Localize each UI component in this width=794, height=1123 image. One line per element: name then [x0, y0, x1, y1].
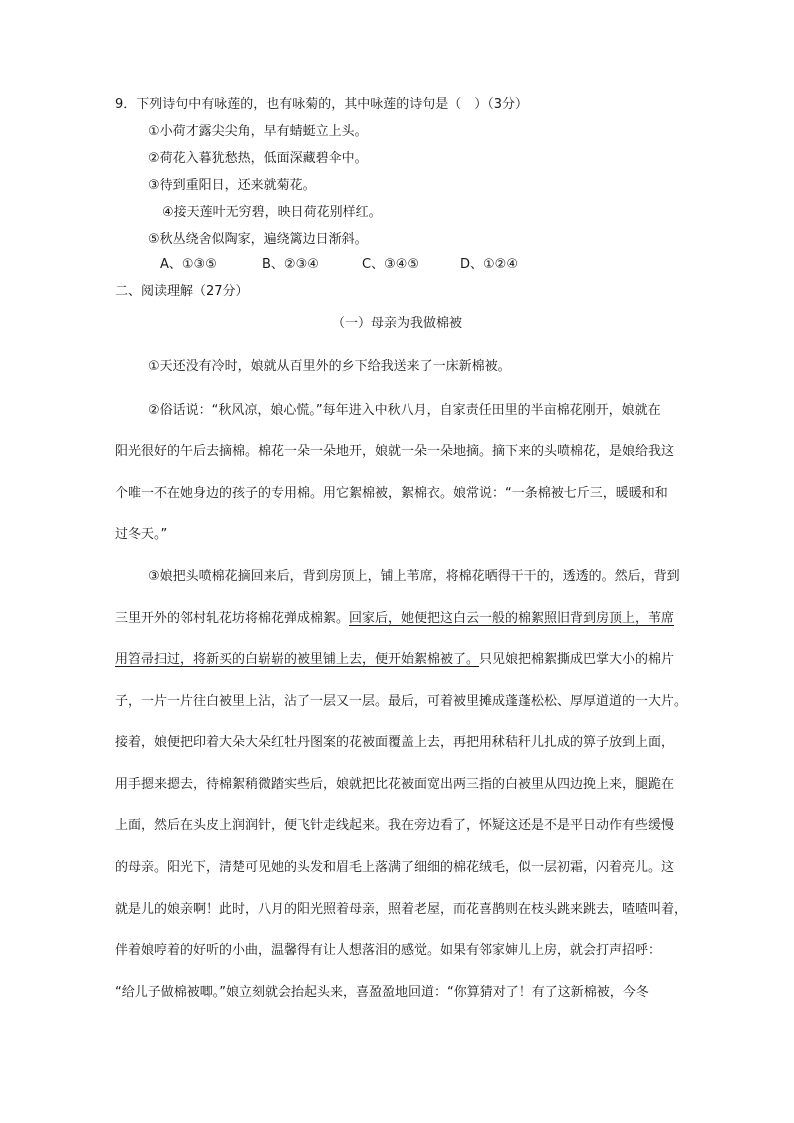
paragraph-line: 个唯一不在她身边的孩子的专用棉。用它絮棉被，絮棉衣。娘常说：“一条棉被七斤三，暖暖和和	[115, 486, 668, 501]
line-text: 三里开外的邻村轧花坊将棉花弹成棉絮。	[115, 611, 350, 626]
paragraph-line: 子，一片一片往白被里上沾，沾了一层又一层。最后，可着被里摊成蓬蓬松松、厚厚道道的一大片。	[115, 694, 688, 709]
paragraph-line: 的母亲。阳光下，清楚可见她的头发和眉毛上落满了细细的棉花绒毛，似一层初霜，闪着亮儿。这	[115, 860, 675, 875]
paragraph-line	[115, 607, 715, 626]
paragraph-line: ①天还没有冷时，娘就从百里外的乡下给我送来了一床新棉被。	[148, 359, 511, 374]
underlined-sentence: 用笤帚扫过，将新买的白崭崭的被里铺上去，便开始絮棉被了。	[115, 652, 480, 667]
paragraph-line: 接着，娘便把印着大朵大朵红牡丹图案的花被面覆盖上去，再把用秫秸秆儿扎成的箅子放到上面，	[115, 735, 675, 750]
choice-b: B、②③④	[262, 257, 319, 272]
paragraph-line: 伴着娘哼着的好听的小曲，温馨得有让人想落泪的感觉。如果有邻家婶儿上房，就会打声招呼：	[115, 943, 662, 958]
paragraph-line	[115, 648, 715, 667]
passage-title: （一）母亲为我做棉被	[331, 316, 462, 331]
paragraph-line: 用手摁来摁去，待棉絮稍微踏实些后，娘就把比花被面宽出两三指的白被里从四边挽上来，腿跪在	[115, 777, 675, 792]
paragraph-line: 阳光很好的午后去摘棉。棉花一朵一朵地开，娘就一朵一朵地摘。摘下来的头喷棉花，是娘给我这	[115, 444, 675, 459]
choice-d: D、①②④	[460, 257, 518, 272]
paragraph-line: 过冬天。”	[115, 527, 168, 542]
poem-line-5: ⑤秋丛绕舍似陶家，遍绕篱边日渐斜。	[148, 232, 368, 247]
paragraph-line: ②俗话说：“秋风凉，娘心慌。”每年进入中秋八月，自家责任田里的半亩棉花刚开，娘就在	[148, 403, 661, 418]
section-heading: 二、阅读理解（27分）	[115, 284, 249, 299]
paragraph-line: “给儿子做棉被唧。”娘立刻就会抬起头来，喜盈盈地回道：“你算猜对了！有了这新棉被，今冬	[115, 985, 649, 1000]
poem-line-2: ②荷花入暮犹愁热，低面深藏碧伞中。	[148, 151, 368, 166]
choice-a: A、①③⑤	[160, 257, 217, 272]
paragraph-line: ③娘把头喷棉花摘回来后，背到房顶上，铺上苇席，将棉花晒得干干的，透透的。然后，背到	[148, 569, 680, 584]
poem-line-4: ④接天莲叶无穷碧，映日荷花别样红。	[162, 205, 382, 220]
paragraph-line: 上面，然后在头皮上润润针，便飞针走线起来。我在旁边看了，怀疑这还是不是平日动作有些缓慢	[115, 818, 675, 833]
poem-line-1: ①小荷才露尖尖角，早有蜻蜓立上头。	[148, 124, 368, 139]
underlined-sentence: 回家后，她便把这白云一般的棉絮照旧背到房顶上，苇席	[349, 611, 675, 626]
poem-line-3: ③待到重阳日，还来就菊花。	[148, 178, 316, 193]
choice-c: C、③④⑤	[362, 257, 420, 272]
paragraph-line: 就是儿的娘亲啊！此时，八月的阳光照着母亲，照着老屋，而花喜鹊则在枝头跳来跳去，喳喳叫着，	[115, 902, 688, 917]
line-text: 只见娘把棉絮撕成巴掌大小的棉片	[479, 652, 675, 667]
question-stem: 9．下列诗句中有咏莲的，也有咏菊的，其中咏莲的诗句是（ ）（3分）	[115, 97, 529, 112]
